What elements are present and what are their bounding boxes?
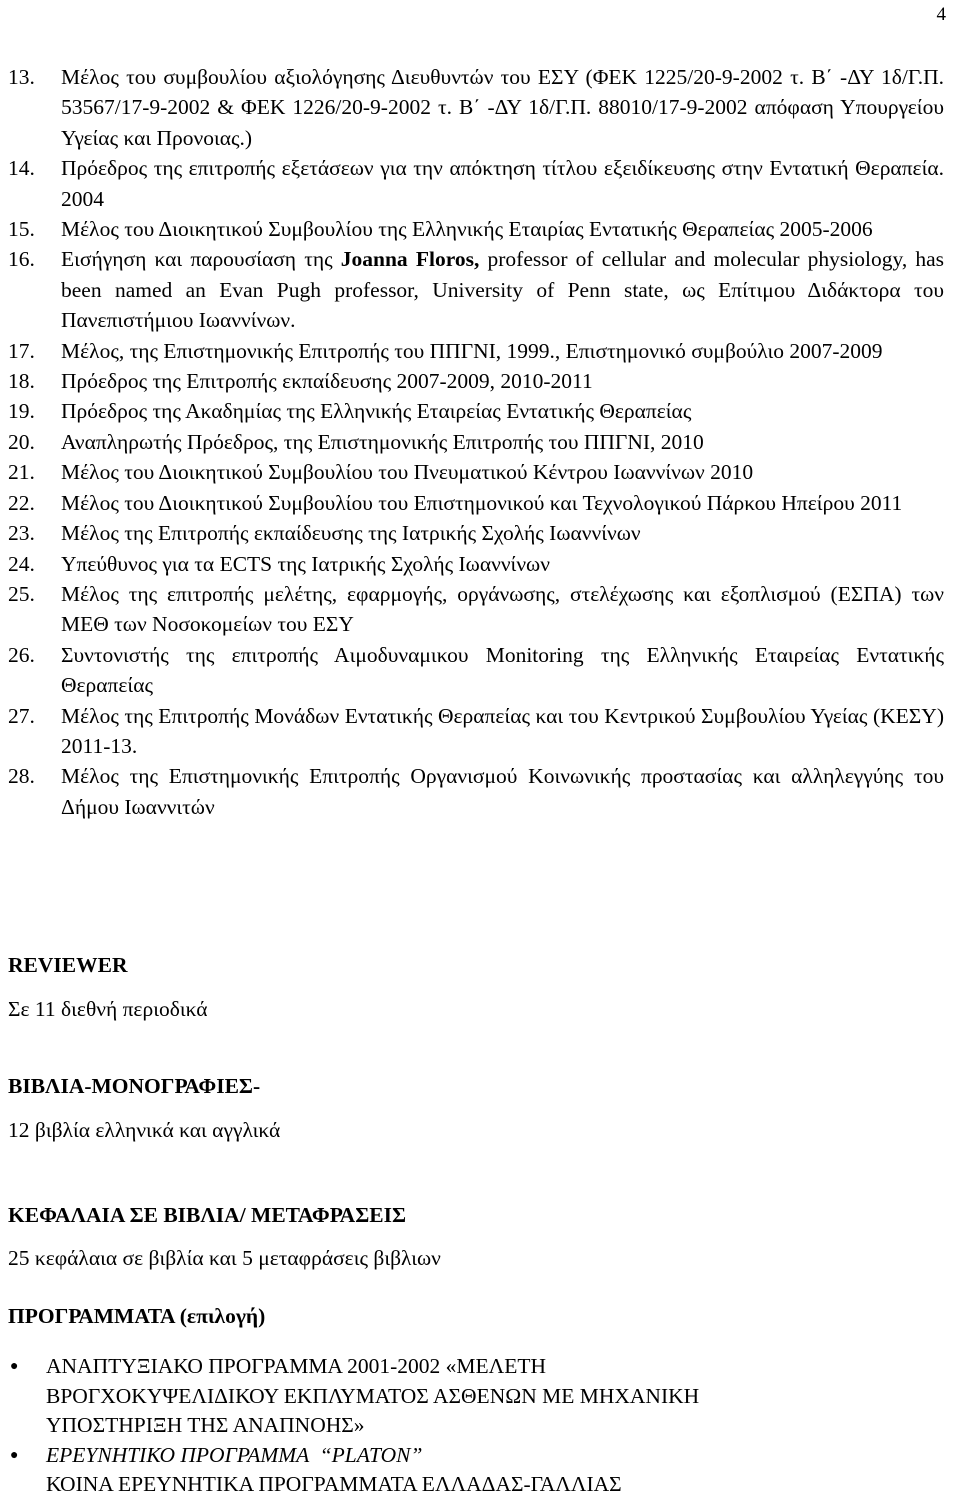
item-text: Μέλος, της Επιστημονικής Επιτροπής του ΠΠΓΝΙ, 1999., Επιστημονικό συμβούλιο 2007-2009 bbox=[61, 338, 883, 363]
list-item bbox=[8, 214, 944, 244]
list-item bbox=[8, 153, 944, 214]
list-item bbox=[8, 336, 944, 366]
item-number: 28. bbox=[8, 764, 35, 789]
item-text-bold-name: Joanna Floros, bbox=[340, 247, 480, 272]
item-text-before: Εισήγηση και παρουσίαση της bbox=[61, 247, 341, 272]
list-item bbox=[8, 488, 944, 518]
chapters-text: 25 κεφάλαια σε βιβλία και 5 μεταφράσεις βιβλιων bbox=[8, 1246, 441, 1270]
item-text: Πρόεδρος της επιτροπής εξετάσεων για την απόκτηση τίτλου εξειδίκευσης στην Εντατική Θεραπεία. 2004 bbox=[61, 156, 944, 211]
item-number: 21. bbox=[8, 460, 35, 485]
program-item bbox=[8, 1352, 944, 1441]
positions-list bbox=[8, 62, 944, 822]
list-item bbox=[8, 457, 944, 487]
program-line: ΑΝΑΠΤΥΞΙΑΚΟ ΠΡΟΓΡΑΜΜΑ 2001-2002 «ΜΕΛΕΤΗ bbox=[46, 1354, 547, 1378]
item-number: 13. bbox=[8, 65, 35, 89]
item-text bbox=[61, 244, 944, 335]
item-text: Υπεύθυνος για τα ECTS της Ιατρικής Σχολής Ιωαννίνων bbox=[61, 551, 550, 576]
list-item bbox=[8, 62, 944, 153]
item-text: Μέλος του Διοικητικού Συμβουλίου της Ελληνικής Εταιρίας Εντατικής Θεραπείας 2005-2006 bbox=[61, 217, 873, 242]
program-line: ΚΟΙΝΑ ΕΡΕΥΝΗΤΙΚΑ ΠΡΟΓΡΑΜΜΑΤΑ ΕΛΛΑΔΑΣ-ΓΑΛΛΙΑΣ bbox=[46, 1472, 622, 1496]
item-number: 24. bbox=[8, 551, 35, 576]
item-text: Μέλος του συμβουλίου αξιολόγησης Διευθυντών του ΕΣΥ (ΦΕΚ 1225/20-9-2002 τ. Β΄ -ΔΥ 1δ/Γ.Π. 53567/17-9-2002 & ΦΕΚ 1226/20-9-2002 τ. Β΄ -ΔΥ 1δ/Γ.Π. 88010/17-9-2002 απόφαση Υπουργείου Υγείας και Προνοιας.) bbox=[61, 65, 944, 150]
page-number: 4 bbox=[936, 4, 946, 25]
item-number: 26. bbox=[8, 642, 35, 667]
item-text: Μέλος της Επιστημονικής Επιτροπής Οργανισμού Κοινωνικής προστασίας και αλληλεγγύης του Δήμου Ιωαννιτών bbox=[61, 764, 944, 819]
list-item bbox=[8, 396, 944, 426]
reviewer-text: Σε 11 διεθνή περιοδικά bbox=[8, 997, 208, 1021]
program-item bbox=[8, 1441, 944, 1500]
item-text: Πρόεδρος της Ακαδημίας της Ελληνικής Εταιρείας Εντατικής Θεραπείας bbox=[61, 399, 692, 424]
item-text: Μέλος της Επιτροπής Μονάδων Εντατικής Θεραπείας και του Κεντρικού Συμβουλίου Υγείας (ΚΕΣΥ) 2011-13. bbox=[61, 703, 944, 758]
books-text: 12 βιβλία ελληνικά και αγγλικά bbox=[8, 1118, 281, 1142]
program-text bbox=[46, 1352, 944, 1441]
item-number: 18. bbox=[8, 369, 35, 394]
item-text: Μέλος της Επιτροπής εκπαίδευσης της Ιατρικής Σχολής Ιωαννίνων bbox=[61, 521, 641, 546]
item-number: 19. bbox=[8, 399, 35, 424]
item-number: 27. bbox=[8, 703, 35, 728]
list-item bbox=[8, 366, 944, 396]
item-number: 15. bbox=[8, 217, 35, 242]
item-number: 25. bbox=[8, 581, 35, 606]
list-item bbox=[8, 701, 944, 762]
item-number: 14. bbox=[8, 156, 35, 181]
item-number: 17. bbox=[8, 338, 35, 363]
item-number: 20. bbox=[8, 429, 35, 454]
item-text: Μέλος του Διοικητικού Συμβουλίου του Πνευματικού Κέντρου Ιωαννίνων 2010 bbox=[61, 460, 754, 485]
program-text bbox=[46, 1441, 944, 1500]
item-text: Μέλος της επιτροπής μελέτης, εφαρμογής, οργάνωσης, στελέχωσης και εξοπλισμού (ΕΣΠΑ) των ΜΕΘ των Νοσοκομείων του ΕΣΥ bbox=[61, 581, 944, 637]
list-item bbox=[8, 761, 944, 822]
item-text: Αναπληρωτής Πρόεδρος, της Επιστημονικής Επιτροπής του ΠΠΓΝΙ, 2010 bbox=[61, 429, 704, 454]
list-item bbox=[8, 579, 944, 640]
program-line: ΥΠΟΣΤΗΡΙΞΗ ΤΗΣ ΑΝΑΠΝΟΗΣ» bbox=[46, 1413, 365, 1437]
programs-heading: ΠΡΟΓΡΑΜΜΑΤΑ (επιλογή) bbox=[8, 1304, 266, 1328]
program-line: ΒΡΟΓΧΟΚΥΨΕΛΙΔΙΚΟΥ ΕΚΠΛΥΜΑΤΟΣ ΑΣΘΕΝΩΝ ΜΕ ΜΗΧΑΝΙΚΗ bbox=[46, 1383, 700, 1408]
item-number: 16. bbox=[8, 247, 35, 272]
programs-list bbox=[8, 1352, 944, 1500]
item-text: Συντονιστής της επιτροπής Αιμοδυναμικου Monitoring της Ελληνικής Εταιρείας Εντατικής Θεραπείας bbox=[61, 642, 944, 698]
books-heading: ΒΙΒΛΙΑ-ΜΟΝΟΓΡΑΦΙΕΣ- bbox=[8, 1074, 261, 1098]
bullet-icon: ● bbox=[10, 1447, 19, 1463]
program-title-italic: ΕΡΕΥΝΗΤΙΚΟ ΠΡΟΓΡΑΜΜΑ “PLATON” bbox=[46, 1442, 423, 1467]
item-text: Πρόεδρος της Επιτροπής εκπαίδευσης 2007-2009, 2010-2011 bbox=[61, 369, 593, 394]
bullet-icon: ● bbox=[10, 1359, 19, 1374]
item-text: Μέλος του Διοικητικού Συμβουλίου του Επιστημονικού και Τεχνολογικού Πάρκου Ηπείρου 2011 bbox=[61, 490, 903, 515]
item-number: 23. bbox=[8, 521, 35, 546]
list-item bbox=[8, 518, 944, 548]
list-item bbox=[8, 640, 944, 701]
list-item bbox=[8, 549, 944, 579]
chapters-heading: ΚΕΦΑΛΑΙΑ ΣΕ ΒΙΒΛΙΑ/ ΜΕΤΑΦΡΑΣΕΙΣ bbox=[8, 1203, 407, 1227]
list-item bbox=[8, 244, 944, 335]
reviewer-heading: REVIEWER bbox=[8, 953, 128, 977]
list-item bbox=[8, 427, 944, 457]
item-text-after: professor of cellular and molecular physiology, has been named an Evan Pugh professor, University of Penn state, ως Επίτιμου Διδάκτορα του Πανεπιστήμιου Ιωαννίνων. bbox=[61, 247, 945, 333]
item-number: 22. bbox=[8, 490, 35, 515]
